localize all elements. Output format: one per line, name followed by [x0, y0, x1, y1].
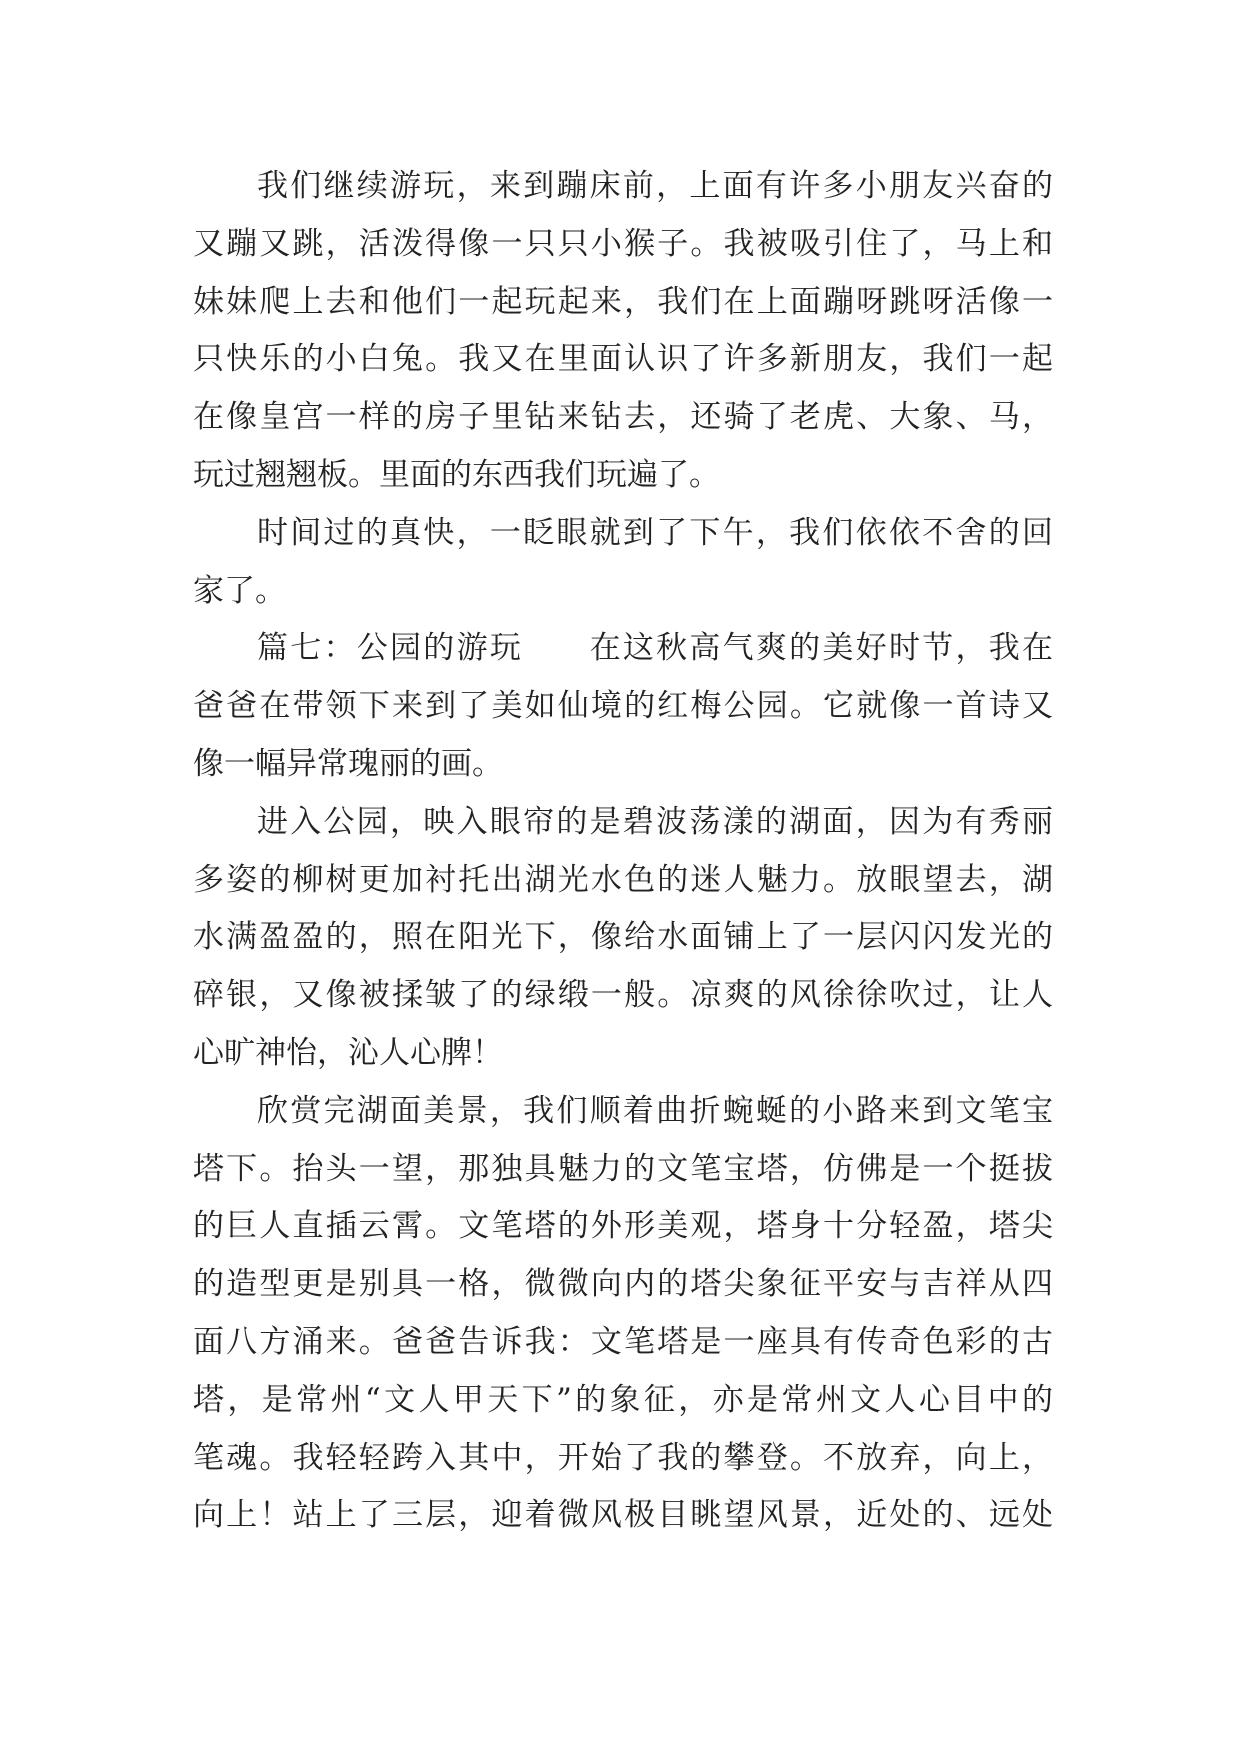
- text-line: 家了。: [193, 572, 286, 609]
- text-line: 塔下。抬头一望，那独具魅力的文笔宝塔，仿佛是一个挺拔: [193, 1150, 1053, 1187]
- text-line: 向上！站上了三层，迎着微风极目眺望风景，近处的、远处: [193, 1497, 1053, 1534]
- text-line: 爸爸在带领下来到了美如仙境的红梅公园。它就像一首诗又: [193, 688, 1053, 725]
- text-line: 篇七：公园的游玩 在这秋高气爽的美好时节，我在: [257, 630, 1053, 667]
- document-body: [193, 158, 1053, 1545]
- text-line: 时间过的真快，一眨眼就到了下午，我们依依不舍的回: [257, 514, 1053, 551]
- text-line: 多姿的柳树更加衬托出湖光水色的迷人魅力。放眼望去，湖: [193, 861, 1053, 898]
- text-line: 我们继续游玩，来到蹦床前，上面有许多小朋友兴奋的: [257, 168, 1053, 204]
- text-line: 碎银，又像被揉皱了的绿缎一般。凉爽的风徐徐吹过，让人: [193, 977, 1053, 1014]
- text-line: 面八方涌来。爸爸告诉我：文笔塔是一座具有传奇色彩的古: [193, 1323, 1053, 1360]
- text-line: 像一幅异常瑰丽的画。: [193, 745, 503, 782]
- text-line: 进入公园，映入眼帘的是碧波荡漾的湖面，因为有秀丽: [257, 803, 1053, 840]
- text-line: 玩过翘翘板。里面的东西我们玩遍了。: [193, 456, 720, 493]
- text-line: 的造型更是别具一格，微微向内的塔尖象征平安与吉祥从四: [193, 1266, 1053, 1303]
- text-line: 只快乐的小白兔。我又在里面认识了许多新朋友，我们一起: [193, 341, 1053, 378]
- text-line: 又蹦又跳，活泼得像一只只小猴子。我被吸引住了，马上和: [193, 225, 1053, 262]
- text-line: 水满盈盈的，照在阳光下，像给水面铺上了一层闪闪发光的: [193, 919, 1053, 956]
- text-line: 在像皇宫一样的房子里钻来钻去，还骑了老虎、大象、马，: [193, 399, 1053, 436]
- text-line: 塔，是常州“文人甲天下”的象征，亦是常州文人心目中的: [193, 1381, 1053, 1418]
- text-line: 心旷神怡，沁人心脾！: [193, 1034, 503, 1071]
- text-line: 的巨人直插云霄。文笔塔的外形美观，塔身十分轻盈，塔尖: [193, 1208, 1053, 1245]
- text-line: 笔魂。我轻轻跨入其中，开始了我的攀登。不放弃，向上，: [193, 1439, 1053, 1476]
- text-line: 欣赏完湖面美景，我们顺着曲折蜿蜒的小路来到文笔宝: [257, 1092, 1053, 1129]
- text-line: 妹妹爬上去和他们一起玩起来，我们在上面蹦呀跳呀活像一: [193, 283, 1053, 320]
